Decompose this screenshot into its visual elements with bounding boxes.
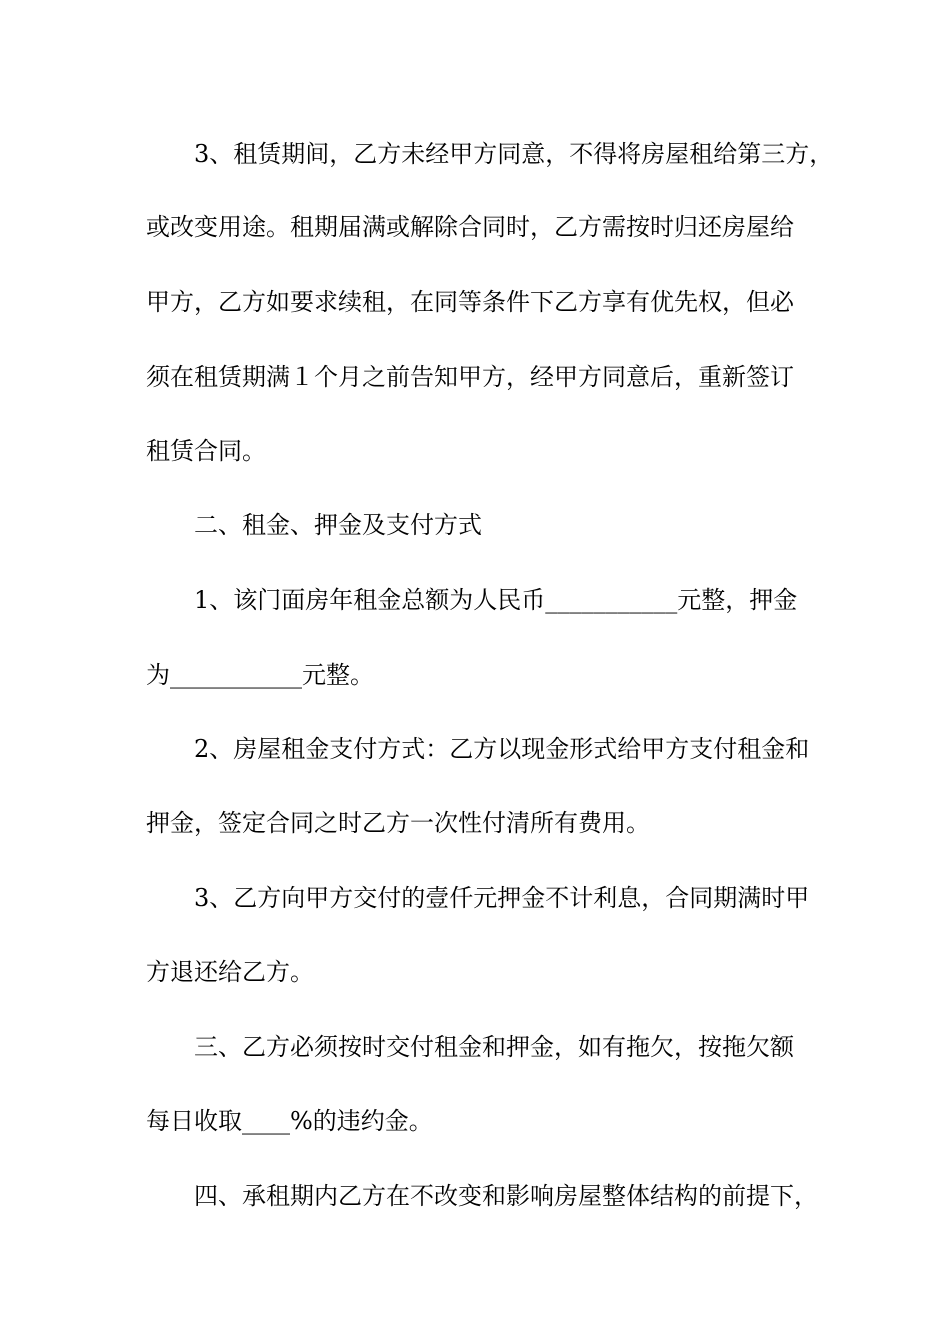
text-line: 每日收取____%的违约金。 bbox=[146, 1107, 433, 1135]
section-heading: 二、租金、押金及支付方式 bbox=[194, 511, 482, 539]
text-line: 3、租赁期间，乙方未经甲方同意，不得将房屋租给第三方， bbox=[194, 140, 834, 168]
text-line: 须在租赁期满１个月之前告知甲方，经甲方同意后，重新签订 bbox=[146, 363, 794, 391]
text-line: 甲方，乙方如要求续租，在同等条件下乙方享有优先权，但必 bbox=[146, 288, 794, 316]
text-line: 方退还给乙方。 bbox=[146, 958, 314, 986]
text-line: 四、承租期内乙方在不改变和影响房屋整体结构的前提下， bbox=[194, 1182, 818, 1210]
text-line: 为___________元整。 bbox=[146, 661, 374, 689]
text-line: 1、该门面房年租金总额为人民币___________元整，押金 bbox=[194, 586, 798, 614]
text-line: 租赁合同。 bbox=[146, 437, 266, 465]
text-line: 三、乙方必须按时交付租金和押金，如有拖欠，按拖欠额 bbox=[194, 1033, 794, 1061]
text-line: 或改变用途。租期届满或解除合同时，乙方需按时归还房屋给 bbox=[146, 213, 794, 241]
text-line: 3、乙方向甲方交付的壹仟元押金不计利息，合同期满时甲 bbox=[194, 884, 810, 912]
text-line: 2、房屋租金支付方式：乙方以现金形式给甲方支付租金和 bbox=[194, 735, 810, 763]
text-line: 押金，签定合同之时乙方一次性付清所有费用。 bbox=[146, 809, 650, 837]
